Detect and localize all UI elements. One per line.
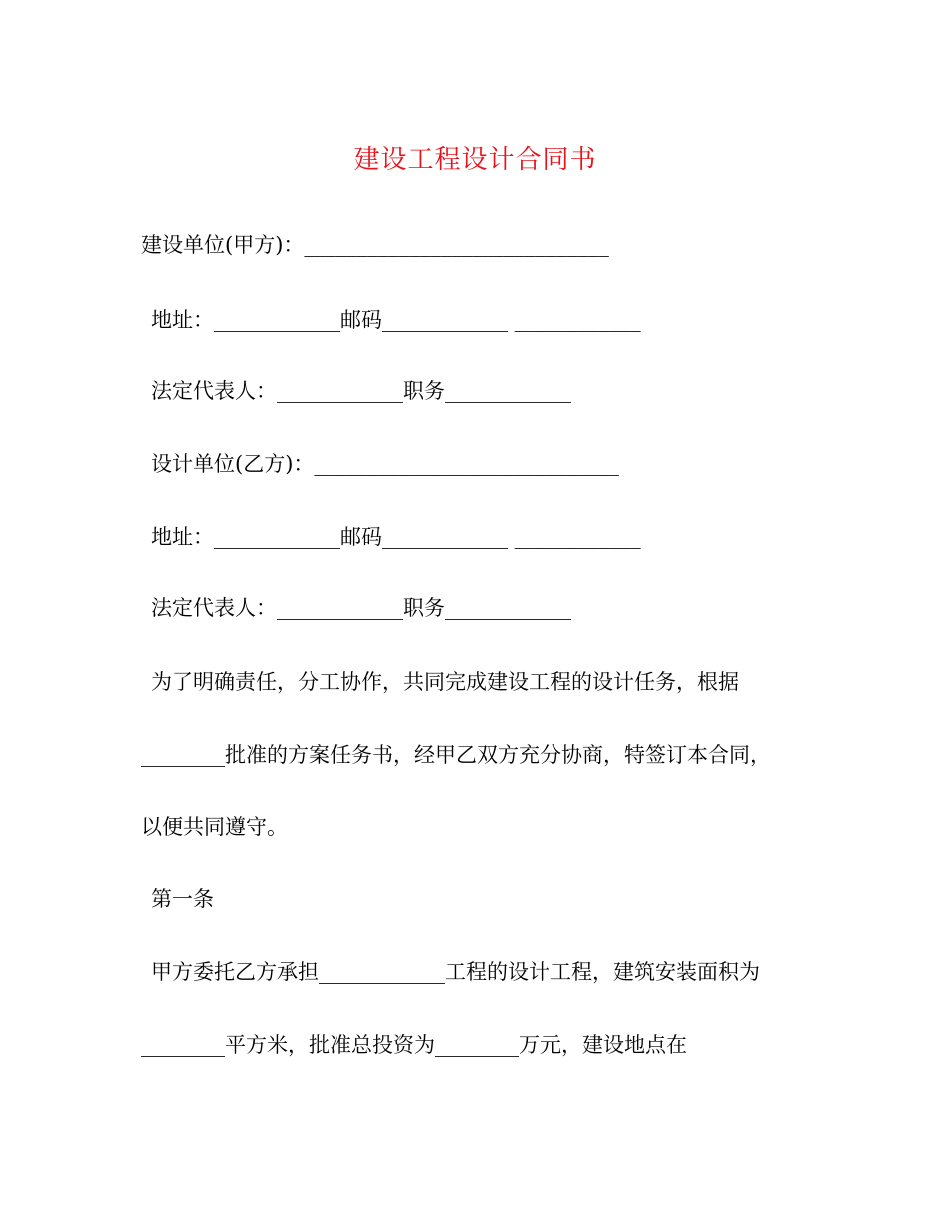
party-a-address-line: 地址：____________邮码____________ ____________ — [151, 308, 641, 332]
preamble-line-1: 为了明确责任，分工协作，共同完成建设工程的设计任务，根据 — [151, 670, 739, 694]
document-title: 建设工程设计合同书 — [353, 145, 597, 175]
article-1-line-1: 甲方委托乙方承担____________工程的设计工程，建筑安装面积为 — [151, 960, 760, 984]
party-b-address-line: 地址：____________邮码____________ ____________ — [151, 525, 641, 549]
party-b-legal-rep-line: 法定代表人：____________职务____________ — [151, 596, 571, 620]
party-a-legal-rep-line: 法定代表人：____________职务____________ — [151, 379, 571, 403]
article-1-heading: 第一条 — [151, 887, 214, 911]
party-a-unit-line: 建设单位(甲方)：_____________________________ — [141, 233, 609, 257]
article-1-line-2: ________平方米，批准总投资为________万元，建设地点在 — [141, 1033, 687, 1057]
preamble-line-2: ________批准的方案任务书，经甲乙双方充分协商，特签订本合同， — [141, 743, 771, 767]
party-b-unit-line: 设计单位(乙方)：_____________________________ — [151, 452, 619, 476]
preamble-line-3: 以便共同遵守。 — [141, 815, 288, 839]
